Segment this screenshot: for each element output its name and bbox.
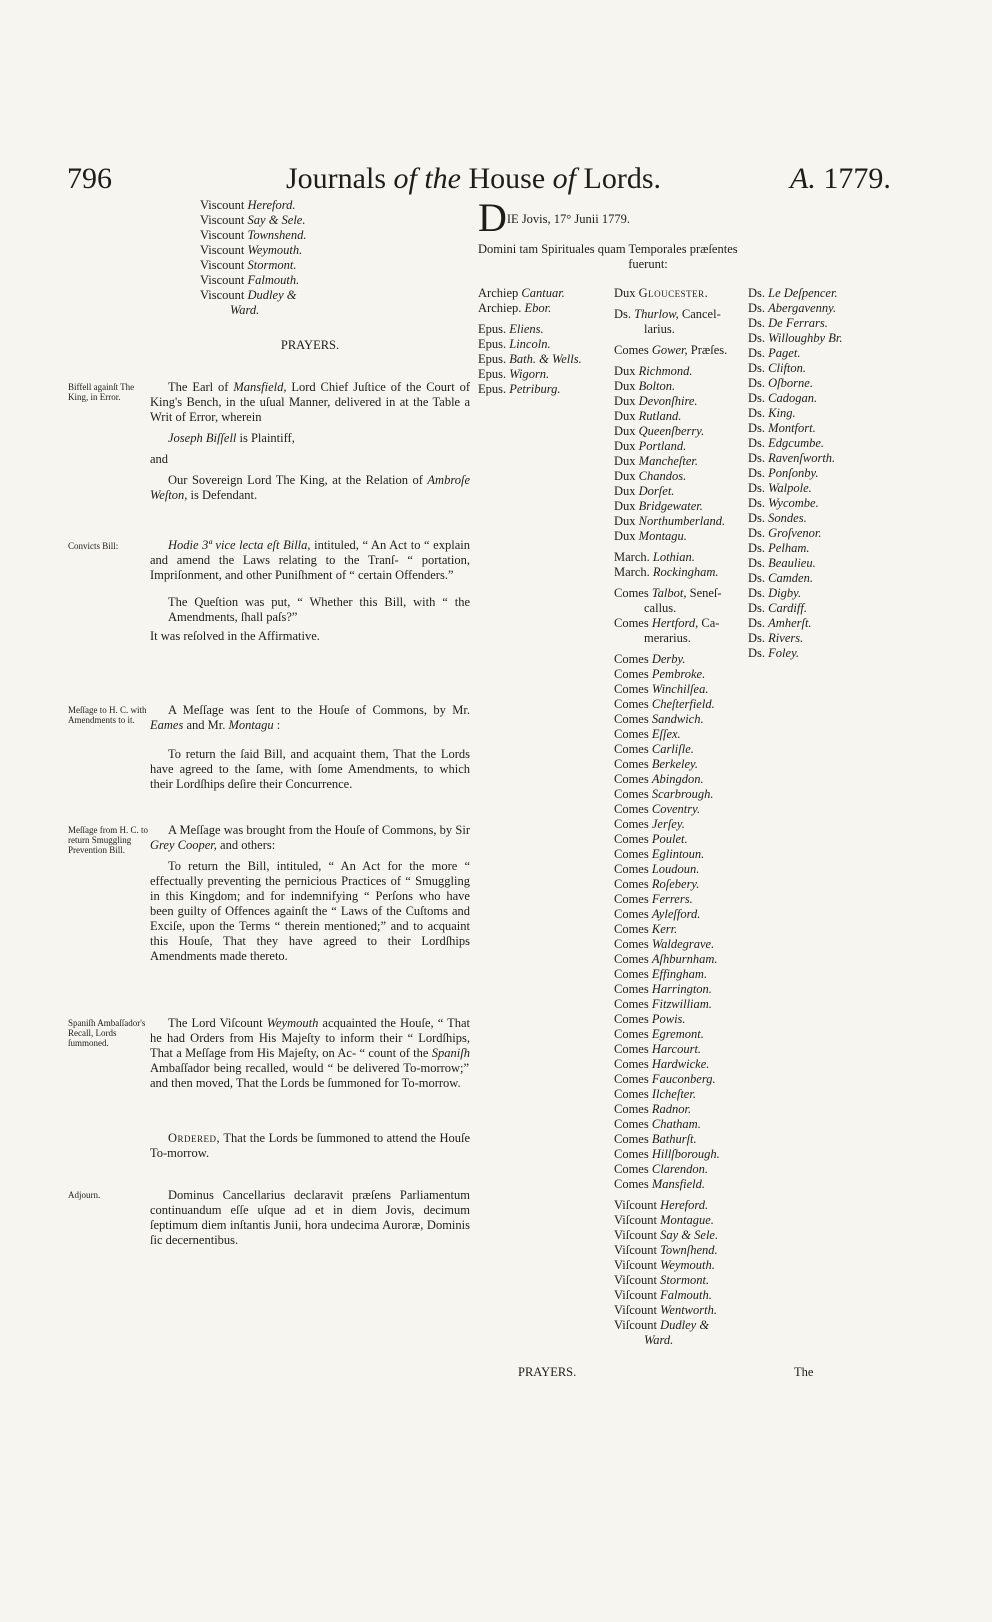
- list-item: Comes Pembroke.: [614, 667, 706, 681]
- convicts-text: Hodie 3ª vice lecta eſt Billa, intituled, “ An Act to “ explain and amend the Laws relating to the Tranſ- “ portation, Impriſonment, and other Puniſhment of “ certain Offenders.”: [150, 538, 470, 582]
- list-item: Viſcount Hereford.: [614, 1198, 709, 1212]
- message-to-commons-body: To return the ſaid Bill, and acquaint them, That the Lords have agreed to the ſame, with ſome Amendments, to which their Lordſhips deſire their Concurrence.: [150, 747, 470, 791]
- list-item: Ds. Le Deſpencer.: [748, 286, 838, 300]
- title-word-of: of: [552, 162, 576, 195]
- list-item: Ds. Foley.: [748, 646, 800, 660]
- column-temporal-1: [614, 286, 749, 1348]
- list-item: Ds. Amherſt.: [748, 616, 812, 630]
- list-item: Ds. De Ferrars.: [748, 316, 828, 330]
- list-item: Comes Powis.: [614, 1012, 686, 1026]
- list-item: Comes Fitzwilliam.: [614, 997, 712, 1011]
- list-item: Comes Sandwich.: [614, 712, 704, 726]
- list-item: Dux Chandos.: [614, 469, 687, 483]
- list-item: Comes Harcourt.: [614, 1042, 702, 1056]
- list-item: Comes Effingham.: [614, 967, 708, 981]
- list-item: Comes Ilcheſter.: [614, 1087, 696, 1101]
- list-item: Ds. Clifton.: [748, 361, 807, 375]
- list-item: Comes Hardwicke.: [614, 1057, 710, 1071]
- list-item: Ds. King.: [748, 406, 796, 420]
- list-item: Ds. Cardiff.: [748, 601, 807, 615]
- list-item: Viſcount Townſhend.: [614, 1243, 718, 1257]
- list-item: Ds. Groſvenor.: [748, 526, 822, 540]
- list-item: Comes Mansfield.: [614, 1177, 705, 1191]
- list-item: Ds. Willoughby Br.: [748, 331, 843, 345]
- viscounts-list: [614, 1198, 749, 1348]
- list-item: Comes Loudoun.: [614, 862, 700, 876]
- list-item: Ds. Wycombe.: [748, 496, 819, 510]
- list-item: Dux Dorſet.: [614, 484, 675, 498]
- list-item: Ds. Sondes.: [748, 511, 807, 525]
- list-item: Ds. Thurlow, Cancel-: [614, 307, 721, 321]
- list-item: Viſcount Say & Sele.: [614, 1228, 719, 1242]
- viscount-list-continued: [150, 198, 470, 318]
- list-item: Dux Queenſberry.: [614, 424, 705, 438]
- list-item: Comes Kerr.: [614, 922, 678, 936]
- entry-convicts-bill: [150, 538, 470, 644]
- message-to-commons-text: A Meſſage was ſent to the Houſe of Commons, by Mr. Eames and Mr. Montagu :: [150, 703, 470, 732]
- list-item: Ds. Rivers.: [748, 631, 804, 645]
- prayers-label: PRAYERS.: [280, 338, 340, 352]
- entry-message-from-commons: [150, 823, 470, 964]
- list-item: Viſcount Weymouth.: [614, 1258, 715, 1272]
- list-item: Epus. Bath. & Wells.: [478, 352, 582, 366]
- list-item: Comes Scarbrough.: [614, 787, 714, 801]
- list-item: Epus. Petriburg.: [478, 382, 561, 396]
- running-year: [790, 162, 891, 196]
- dukes-list: [614, 364, 749, 544]
- list-item: Viscount Say & Sele.: [200, 213, 306, 227]
- list-item: Comes Egremont.: [614, 1027, 704, 1041]
- list-item: Epus. Eliens.: [478, 322, 544, 336]
- message-from-commons-text: A Meſſage was brought from the Houſe of Commons, by Sir Grey Cooper, and others:: [150, 823, 470, 852]
- entry-ordered: [150, 1131, 470, 1161]
- list-item: Dux Gloucester.: [614, 286, 709, 300]
- list-item: Dux Richmond.: [614, 364, 693, 378]
- list-item: Ds. Beaulieu.: [748, 556, 816, 570]
- list-item: Dux Montagu.: [614, 529, 687, 543]
- margin-note-message-from: Meſſage from H. C. to return Smuggling Prevention Bill.: [68, 825, 148, 855]
- list-item: Comes Eſſex.: [614, 727, 681, 741]
- barons-list: [748, 286, 872, 661]
- writ-plaintiff: Joseph Biſſell is Plaintiff,: [168, 431, 295, 445]
- list-item: Comes Roſebery.: [614, 877, 700, 891]
- list-item: Comes Chatham.: [614, 1117, 701, 1131]
- list-item: Viſcount Dudley &: [614, 1318, 710, 1332]
- list-item: Ds. Cadogan.: [748, 391, 818, 405]
- temporal-lords-list-1: [614, 286, 749, 364]
- adjourn-text: Dominus Cancellarius declaravit præſens Parliamentum continuandum eſſe uſque ad et in diem Jovis, decimum ſeptimum diem inſtantis Junii, hora undecima Auroræ, Dominis ſic decernentibus.: [150, 1188, 470, 1247]
- list-item: Comes Coventry.: [614, 802, 701, 816]
- list-item: Ward.: [644, 1333, 674, 1347]
- list-item: Viscount Stormont.: [200, 258, 297, 272]
- list-item: Comes Clarendon.: [614, 1162, 708, 1176]
- prayers-heading-right: [518, 1365, 576, 1380]
- lords-present-heading: [478, 242, 818, 272]
- list-item: Comes Derby.: [614, 652, 686, 666]
- column-barons: [748, 286, 872, 661]
- year-prefix: A.: [790, 162, 816, 195]
- list-item: Comes Hertford, Ca-: [614, 616, 720, 630]
- entry-message-to-commons: [150, 703, 470, 792]
- list-item: Dux Portland.: [614, 439, 687, 453]
- list-item: Comes Aſhburnham.: [614, 952, 718, 966]
- title-word-lords: Lords.: [583, 162, 661, 195]
- list-item: Dux Northumberland.: [614, 514, 726, 528]
- list-item: Dux Devonſhire.: [614, 394, 698, 408]
- prayers-heading-left: [150, 338, 470, 353]
- list-item: Epus. Wigorn.: [478, 367, 550, 381]
- list-item: Viscount Townshend.: [200, 228, 307, 242]
- title-word-of-the: of the: [393, 162, 461, 195]
- title-word-house: House: [468, 162, 546, 195]
- list-item: Comes Fauconberg.: [614, 1072, 716, 1086]
- list-item: Comes Poulet.: [614, 832, 688, 846]
- column-spiritual: [478, 286, 613, 397]
- convicts-resolved: It was reſolved in the Affirmative.: [150, 629, 320, 643]
- lords-present-line-2: fuerunt:: [628, 257, 668, 271]
- list-item: Dux Mancheſter.: [614, 454, 699, 468]
- list-item: Comes Jerſey.: [614, 817, 685, 831]
- list-item: merarius.: [644, 631, 691, 645]
- list-item: Dux Bridgewater.: [614, 499, 703, 513]
- list-item: Comes Abingdon.: [614, 772, 704, 786]
- entry-adjournment: [150, 1188, 470, 1248]
- list-item: Ds. Paget.: [748, 346, 801, 360]
- list-item: Dux Rutland.: [614, 409, 682, 423]
- day-heading-text: IE Jovis, 17° Junii 1779.: [506, 212, 630, 226]
- title-word-journals: Journals: [286, 162, 386, 195]
- list-item: callus.: [644, 601, 677, 615]
- list-item: Dux Bolton.: [614, 379, 676, 393]
- left-column: [150, 198, 471, 1247]
- year-value: 1779.: [823, 162, 891, 195]
- prayers-label-right: PRAYERS.: [518, 1365, 577, 1379]
- list-item: Comes Gower, Præſes.: [614, 343, 728, 357]
- spanish-text: The Lord Viſcount Weymouth acquainted the Houſe, “ That he had Orders from His Majeſty to inform their “ Lordſhips, That a Meſſage from His Majeſty, on Ac- “ count of the Spaniſh Ambaſſador being recalled, would “ be delivered To-morrow;” and then moved, That the Lords be ſummoned for To-morrow.: [150, 1016, 471, 1090]
- list-item: Ds. Walpole.: [748, 481, 812, 495]
- page-number: 796: [67, 162, 112, 195]
- list-item: Ds. Pelham.: [748, 541, 810, 555]
- list-item: Ds. Digby.: [748, 586, 802, 600]
- lords-present-line-1: Domini tam Spirituales quam Temporales præſentes: [478, 242, 738, 256]
- day-heading: [478, 195, 630, 240]
- catchword-text: The: [794, 1365, 814, 1379]
- list-item: Comes Hillſborough.: [614, 1147, 720, 1161]
- catchword: [794, 1365, 813, 1380]
- list-item: Comes Ferrers.: [614, 892, 693, 906]
- list-item: Viſcount Falmouth.: [614, 1288, 712, 1302]
- list-item: Viſcount Montague.: [614, 1213, 714, 1227]
- list-item: Viſcount Stormont.: [614, 1273, 710, 1287]
- officer-earls-list: [614, 586, 749, 646]
- list-item: Epus. Lincoln.: [478, 337, 551, 351]
- running-title: [286, 162, 661, 196]
- list-item: Comes Carliſle.: [614, 742, 694, 756]
- list-item: Comes Eglintoun.: [614, 847, 705, 861]
- list-item: Comes Berkeley.: [614, 757, 699, 771]
- list-item: March. Rockingham.: [614, 565, 719, 579]
- list-item: Archiep Cantuar.: [478, 286, 565, 300]
- list-item: Comes Winchilſea.: [614, 682, 709, 696]
- margin-note-adjourn: Adjourn.: [68, 1190, 101, 1200]
- list-item: Comes Bathurſt.: [614, 1132, 697, 1146]
- list-item: Ds. Abergavenny.: [748, 301, 837, 315]
- list-item: Ds. Oſborne.: [748, 376, 813, 390]
- list-item: larius.: [644, 322, 675, 336]
- ordered-text: Ordered, That the Lords be ſummoned to attend the Houſe To-morrow.: [150, 1131, 470, 1160]
- list-item: Ds. Montfort.: [748, 421, 816, 435]
- margin-note-error: Biffell againſt The King, in Error.: [68, 382, 135, 402]
- list-item: Ward.: [230, 303, 260, 317]
- list-item: Viscount Falmouth.: [200, 273, 300, 287]
- list-item: Comes Cheſterfield.: [614, 697, 715, 711]
- convicts-question: The Queſtion was put, “ Whether this Bill, with “ the Amendments, ſhall paſs?”: [168, 595, 470, 624]
- list-item: Comes Radnor.: [614, 1102, 692, 1116]
- spiritual-lords-list: [478, 286, 613, 397]
- margin-note-spanish: Spaniſh Ambaſſador's Recall, Lords ſummoned.: [68, 1018, 146, 1048]
- list-item: Viſcount Wentworth.: [614, 1303, 717, 1317]
- list-item: Comes Harrington.: [614, 982, 712, 996]
- margin-note-message-to: Meſſage to H. C. with Amendments to it.: [68, 705, 147, 725]
- writ-and: and: [150, 452, 169, 466]
- writ-defendant: Our Sovereign Lord The King, at the Relation of Ambroſe Weſton, is Defendant.: [150, 473, 470, 502]
- entry-spanish-ambassador: [150, 1016, 470, 1091]
- list-item: Comes Ayleſford.: [614, 907, 701, 921]
- list-item: Ds. Edgcumbe.: [748, 436, 825, 450]
- list-item: Comes Talbot, Seneſ-: [614, 586, 722, 600]
- marquesses-list: [614, 550, 749, 580]
- list-item: Ds. Ravenſworth.: [748, 451, 836, 465]
- earls-list: [614, 652, 749, 1192]
- list-item: Comes Waldegrave.: [614, 937, 715, 951]
- writ-text: The Earl of Mansfield, Lord Chief Juſtice of the Court of King's Bench, in the uſual Manner, delivered in at the Table a Writ of Error, wherein: [150, 380, 470, 424]
- list-item: March. Lothian.: [614, 550, 695, 564]
- entry-writ-of-error: [150, 380, 470, 503]
- list-item: Viscount Hereford.: [200, 198, 296, 212]
- message-from-commons-body: To return the Bill, intituled, “ An Act for the more “ effectually preventing the pernicious Practices of “ Smuggling in this Kingdom; and for indemnifying “ Perſons who have been guilty of Offences againſt the “ Laws of the Cuſtoms and Exciſe, upon the Terms “ therein mentioned;” and to acquaint this Houſe, That they have agreed to their Lordſhips Amendments made thereto.: [150, 859, 470, 963]
- list-item: Ds. Camden.: [748, 571, 813, 585]
- list-item: Archiep. Ebor.: [478, 301, 552, 315]
- drop-cap: D: [478, 195, 507, 240]
- list-item: Viscount Dudley &: [200, 288, 297, 302]
- list-item: Viscount Weymouth.: [200, 243, 303, 257]
- margin-note-convicts: Convicts Bill:: [68, 541, 119, 551]
- list-item: Ds. Ponſonby.: [748, 466, 819, 480]
